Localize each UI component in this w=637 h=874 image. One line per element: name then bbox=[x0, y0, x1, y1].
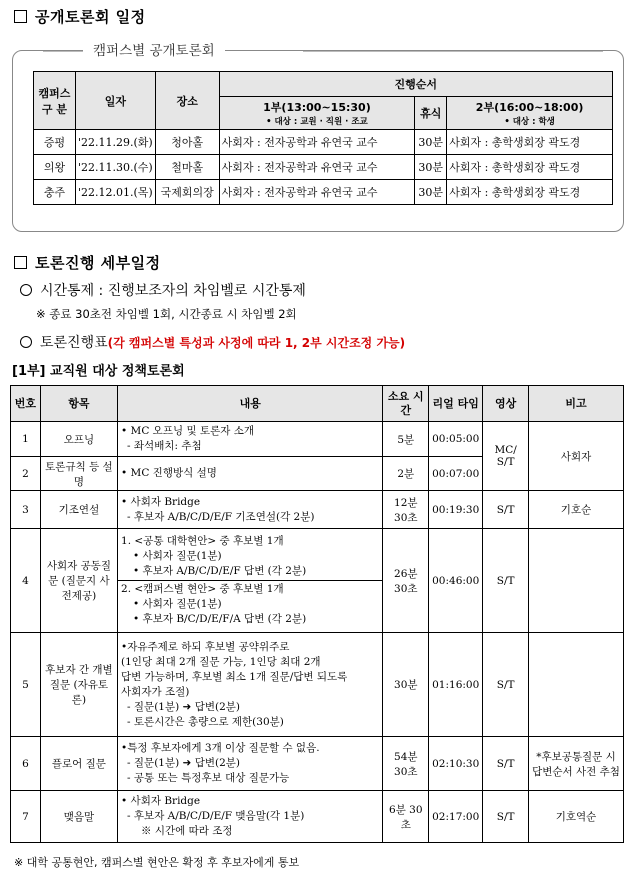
circle-bullet-icon bbox=[20, 284, 32, 296]
header-real: 리얼 타임 bbox=[429, 386, 483, 422]
table-row: 4 사회자 공동질문 (질문지 사전제공) 1. <공통 대학현안> 중 후보별 1개 • 사회자 질문(1분) • 후보자 A/B/C/D/E/F 답변 (각 2분) 2. <캠퍼스별 현안> 중 후보별 1개 • 사회자 질문(1분) • 후보자 B/C/D/E/F/A 답변 (각 2분) 26분 30초 00:46:00 S/T bbox=[11, 529, 624, 633]
header-break: 휴식 bbox=[415, 97, 447, 130]
header-order: 진행순서 bbox=[219, 72, 612, 97]
header-campus: 캠퍼스 구 분 bbox=[34, 72, 76, 130]
table-row: 2 토론규칙 등 설명 • MC 진행방식 설명 2분 00:07:00 bbox=[11, 457, 624, 491]
section-title-detail: 토론진행 세부일정 bbox=[14, 252, 161, 273]
table-row: 1 오프닝 • MC 오프닝 및 토론자 소개 - 좌석배치: 추첨 5분 00:05:00 MC/ S/T 사회자 bbox=[11, 422, 624, 457]
footnote: ※ 대학 공통현안, 캠퍼스별 현안은 확정 후 후보자에게 통보 bbox=[14, 856, 300, 869]
video-1-2: MC/ S/T bbox=[483, 422, 529, 491]
header-item: 항목 bbox=[40, 386, 117, 422]
schedule-box bbox=[12, 43, 624, 232]
header-content: 내용 bbox=[118, 386, 383, 422]
part1-title: [1부] 교직원 대상 정책토론회 bbox=[12, 364, 185, 379]
caption-rule-right bbox=[303, 51, 603, 52]
table-row: 의왕 '22.11.30.(수) 철마홀 사회자 : 전자공학과 유연국 교수 30분 사회자 : 총학생회장 곽도경 bbox=[34, 155, 613, 180]
square-bullet-icon bbox=[14, 256, 27, 269]
table-row: 증평 '22.11.29.(화) 청아홀 사회자 : 전자공학과 유연국 교수 30분 사회자 : 총학생회장 곽도경 bbox=[34, 130, 613, 155]
table-row: 6 플로어 질문 •특정 후보자에게 3개 이상 질문할 수 없음. - 질문(1분) ➜ 답변(2분) - 공통 또는 특정후보 대상 질문가능 54분 30초 02:10:30 S/T *후보공통질문 시 답변순서 사전 추첨 bbox=[11, 737, 624, 791]
header-part1: 1부(13:00~15:30) • 대상 : 교원 · 직원 · 조교 bbox=[219, 97, 415, 130]
table-row: 3 기조연설 • 사회자 Bridge - 후보자 A/B/C/D/E/F 기조연설(각 2분) 12분 30초 00:19:30 S/T 기호순 bbox=[11, 491, 624, 529]
header-duration: 소요 시간 bbox=[383, 386, 429, 422]
header-note: 비고 bbox=[529, 386, 624, 422]
caption-rule-left bbox=[43, 51, 83, 52]
progress-note: (각 캠퍼스별 특성과 사정에 따라 1, 2부 시간조정 가능) bbox=[107, 336, 406, 350]
header-part2: 2부(16:00~18:00) • 대상 : 학생 bbox=[447, 97, 613, 130]
note-1-2: 사회자 bbox=[529, 422, 624, 491]
time-control-line: 시간통제 : 진행보조자의 차임벨로 시간통제 bbox=[20, 280, 306, 300]
table-row: 7 맺음말 • 사회자 Bridge - 후보자 A/B/C/D/E/F 맺음말(각 1분) ※ 시간에 따라 조정 6분 30초 02:17:00 S/T 기호역순 bbox=[11, 791, 624, 843]
header-date: 일자 bbox=[75, 72, 155, 130]
schedule-caption: 캠퍼스별 공개토론회 bbox=[83, 39, 225, 59]
header-place: 장소 bbox=[155, 72, 219, 130]
square-bullet-icon bbox=[14, 10, 27, 23]
progress-table bbox=[10, 385, 624, 843]
circle-bullet-icon bbox=[20, 336, 32, 348]
header-video: 영상 bbox=[483, 386, 529, 422]
time-note: ※ 종료 30초전 차임벨 1회, 시간종료 시 차임벨 2회 bbox=[36, 307, 297, 321]
header-no: 번호 bbox=[11, 386, 41, 422]
schedule-table bbox=[33, 71, 613, 205]
progress-line: 토론진행표(각 캠퍼스별 특성과 사정에 따라 1, 2부 시간조정 가능) bbox=[20, 332, 405, 352]
table-row: 5 후보자 간 개별질문 (자유토론) •자유주제로 하되 후보별 공약위주로 (1인당 최대 2개 질문 가능, 1인당 최대 2개 답변 가능하며, 후보별 최소 1개 질문/답변 되도록 사회자가 조절) - 질문(1분) ➜ 답변(2분) - 토론시간은 총량으로 제한(30분) 30분 01:16:00 S/T bbox=[11, 633, 624, 737]
section-title-schedule: 공개토론회 일정 bbox=[14, 6, 146, 27]
table-row: 충주 '22.12.01.(목) 국제회의장 사회자 : 전자공학과 유연국 교수 30분 사회자 : 총학생회장 곽도경 bbox=[34, 180, 613, 205]
